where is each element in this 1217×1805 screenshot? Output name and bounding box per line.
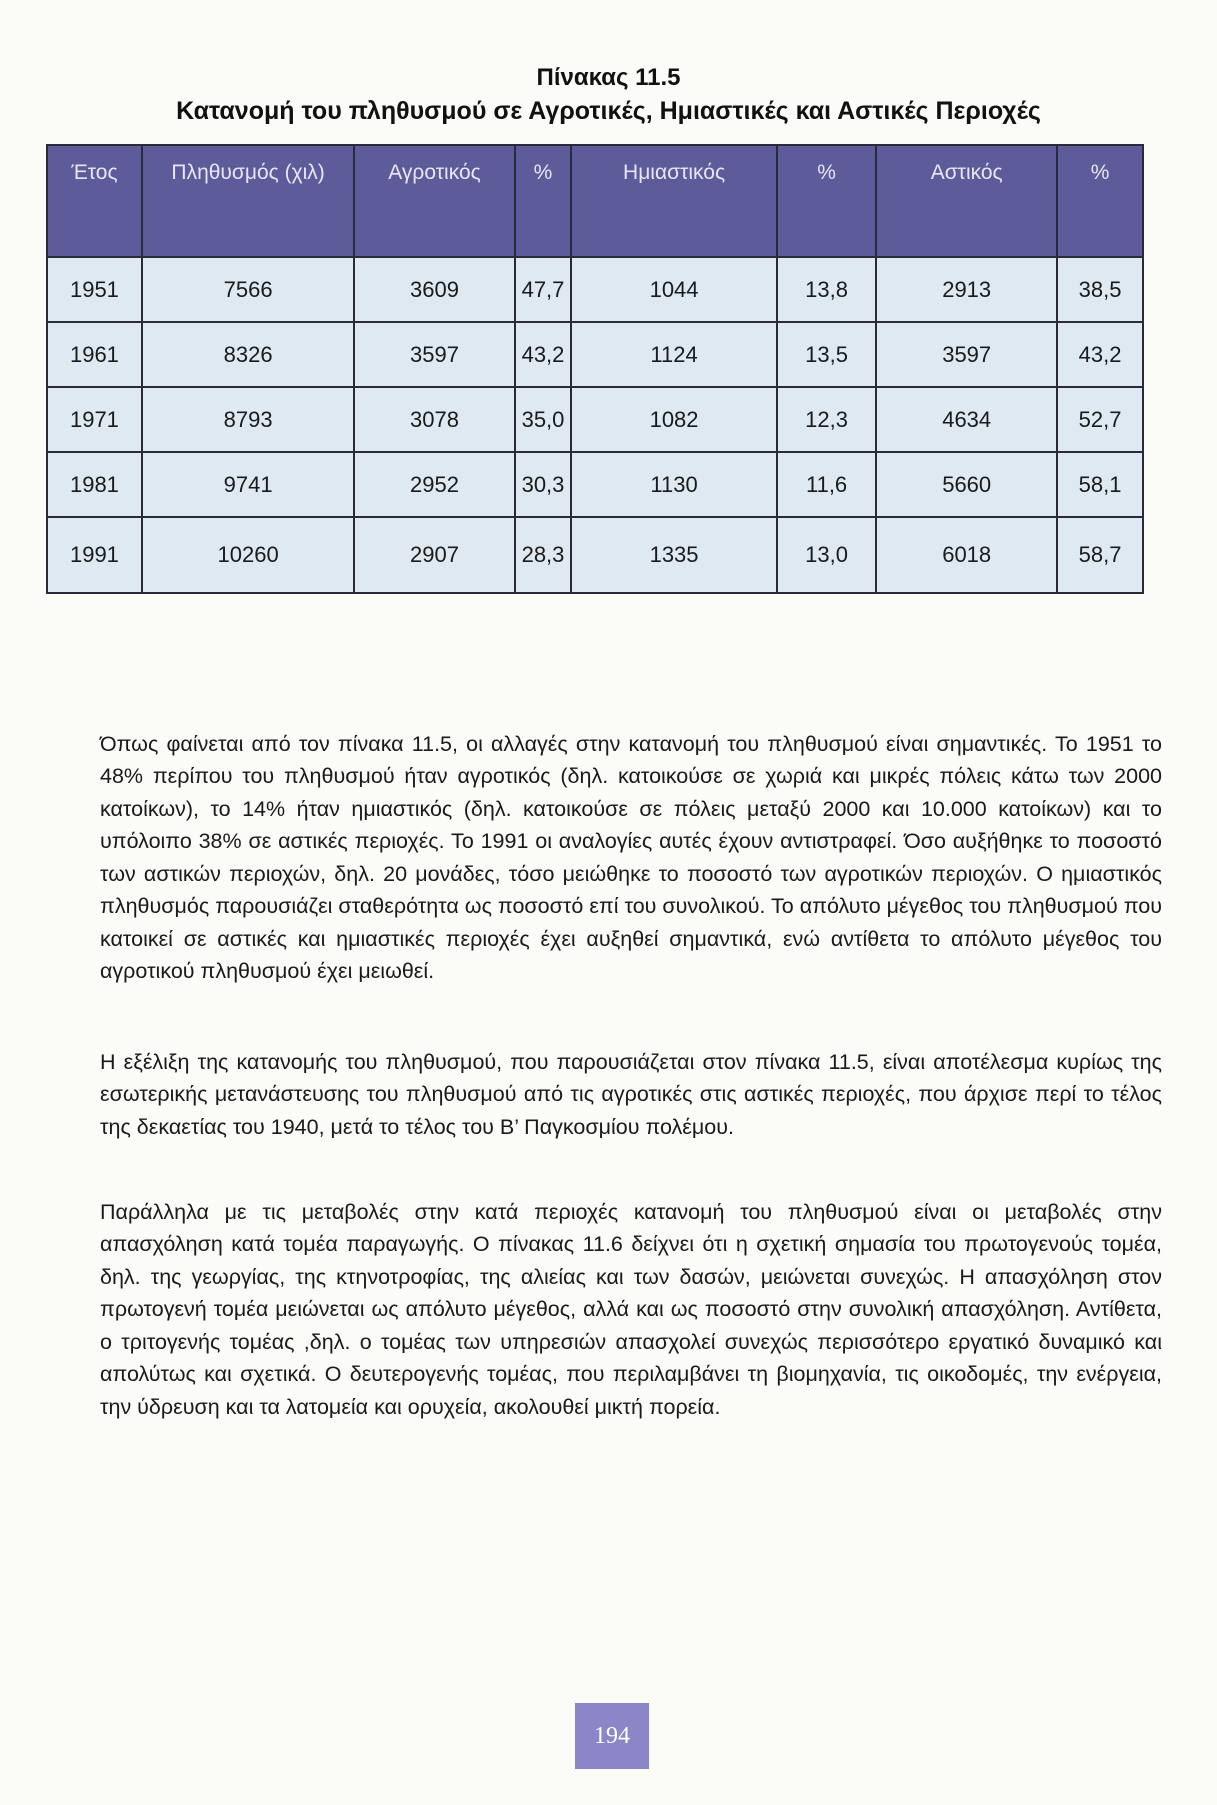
table-row: [47, 387, 1143, 452]
table-cell: 1981: [47, 452, 142, 517]
population-table: [46, 144, 1144, 594]
table-caption: [0, 62, 1217, 128]
table-cell: 43,2: [515, 322, 571, 387]
table-cell: 1991: [47, 517, 142, 593]
col-header-year: Έτος: [47, 145, 142, 257]
table-cell: 2907: [354, 517, 514, 593]
table-cell: 3078: [354, 387, 514, 452]
table-cell: 12,3: [777, 387, 876, 452]
table-cell: 13,5: [777, 322, 876, 387]
table-cell: 30,3: [515, 452, 571, 517]
table-cell: 2913: [876, 257, 1057, 322]
table-cell: 3609: [354, 257, 514, 322]
table-cell: 10260: [142, 517, 354, 593]
table-cell: 2952: [354, 452, 514, 517]
table-row: [47, 322, 1143, 387]
table-cell: 58,1: [1057, 452, 1143, 517]
table-cell: 1971: [47, 387, 142, 452]
table-cell: 3597: [354, 322, 514, 387]
col-header-urban-pct: %: [1057, 145, 1143, 257]
table-cell: 4634: [876, 387, 1057, 452]
table-cell: 6018: [876, 517, 1057, 593]
page-number: 194: [575, 1703, 649, 1769]
table-row: [47, 452, 1143, 517]
table-cell: 13,8: [777, 257, 876, 322]
table-cell: 7566: [142, 257, 354, 322]
table-cell: 1082: [571, 387, 777, 452]
table-header-row: [47, 145, 1143, 257]
table-cell: 38,5: [1057, 257, 1143, 322]
table-cell: 35,0: [515, 387, 571, 452]
col-header-rural: Αγροτικός: [354, 145, 514, 257]
table-cell: 1961: [47, 322, 142, 387]
body-paragraph: Όπως φαίνεται από τον πίνακα 11.5, οι αλλαγές στην κατανομή του πληθυσμού είναι σημαντικές. Το 1951 το 48% περίπου του πληθυσμού ήταν αγροτικός (δηλ. κατοικούσε σε χωριά και μικρές πόλεις κάτω των 2000 κατοίκων), το 14% ήταν ημιαστικός (δηλ. κατοικούσε σε πόλεις μεταξύ 2000 και 10.000 κατοίκων) και το υπόλοιπο 38% σε αστικές περιοχές. Το 1991 οι αναλογίες αυτές έχουν αντιστραφεί. Όσο αυξήθηκε το ποσοστό των αστικών περιοχών, δηλ. 20 μονάδες, τόσο μειώθηκε το ποσοστό των αγροτικών περιοχών. Ο ημιαστικός πληθυσμός παρουσιάζει σταθερότητα ως ποσοστό επί του συνολικού. Το απόλυτο μέγεθος του πληθυσμού που κατοικεί σε αστικές και ημιαστικές περιοχές έχει αυξηθεί σημαντικά, ενώ αντίθετα το απόλυτο μέγεθος του αγροτικού πληθυσμού έχει μειωθεί.: [100, 731, 1162, 983]
table-cell: 13,0: [777, 517, 876, 593]
table-cell: 52,7: [1057, 387, 1143, 452]
table-row: [47, 257, 1143, 322]
col-header-urban: Αστικός: [876, 145, 1057, 257]
table-cell: 1124: [571, 322, 777, 387]
col-header-rural-pct: %: [515, 145, 571, 257]
table-cell: 9741: [142, 452, 354, 517]
table-title: Κατανομή του πληθυσμού σε Αγροτικές, Ημιαστικές και Αστικές Περιοχές: [176, 97, 1041, 125]
table-cell: 5660: [876, 452, 1057, 517]
table-cell: 1335: [571, 517, 777, 593]
col-header-semiurban: Ημιαστικός: [571, 145, 777, 257]
table-cell: 43,2: [1057, 322, 1143, 387]
body-paragraph: Η εξέλιξη της κατανομής του πληθυσμού, που παρουσιάζεται στον πίνακα 11.5, είναι αποτέλεσμα κυρίως της εσωτερικής μετανάστευσης του πληθυσμού από τις αγροτικές στις αστικές περιοχές, που άρχισε περί το τέλος της δεκαετίας του 1940, μετά το τέλος του Β’ Παγκοσμίου πολέμου.: [100, 1049, 1162, 1139]
table-cell: 8326: [142, 322, 354, 387]
body-paragraph: Παράλληλα με τις μεταβολές στην κατά περιοχές κατανομή του πληθυσμού είναι οι μεταβολές στην απασχόληση κατά τομέα παραγωγής. Ο πίνακας 11.6 δείχνει ότι η σχετική σημασία του πρωτογενούς τομέα, δηλ. της γεωργίας, της κτηνοτροφίας, της αλιείας και των δασών, μειώνεται συνεχώς. Η απασχόληση στον πρωτογενή τομέα μειώνεται ως απόλυτο μέγεθος, αλλά και ως ποσοστό στην συνολική απασχόληση. Αντίθετα, ο τριτογενής τομέας ,δηλ. ο τομέας των υπηρεσιών απασχολεί συνεχώς περισσότερο εργατικό δυναμικό και απολύτως και σχετικά. Ο δευτερογενής τομέας, που περιλαμβάνει τη βιομηχανία, τις οικοδομές, την ενέργεια, την ύδρευση και τα λατομεία και ορυχεία, ακολουθεί μικτή πορεία.: [100, 1199, 1162, 1419]
table-cell: 1044: [571, 257, 777, 322]
table-cell: 3597: [876, 322, 1057, 387]
table-cell: 28,3: [515, 517, 571, 593]
col-header-population: Πληθυσμός (χιλ): [142, 145, 354, 257]
table-number: Πίνακας 11.5: [536, 64, 681, 91]
table-cell: 11,6: [777, 452, 876, 517]
col-header-semiurban-pct: %: [777, 145, 876, 257]
table-cell: 8793: [142, 387, 354, 452]
table-cell: 58,7: [1057, 517, 1143, 593]
table-cell: 1130: [571, 452, 777, 517]
table-row: [47, 517, 1143, 593]
table-cell: 1951: [47, 257, 142, 322]
table-cell: 47,7: [515, 257, 571, 322]
